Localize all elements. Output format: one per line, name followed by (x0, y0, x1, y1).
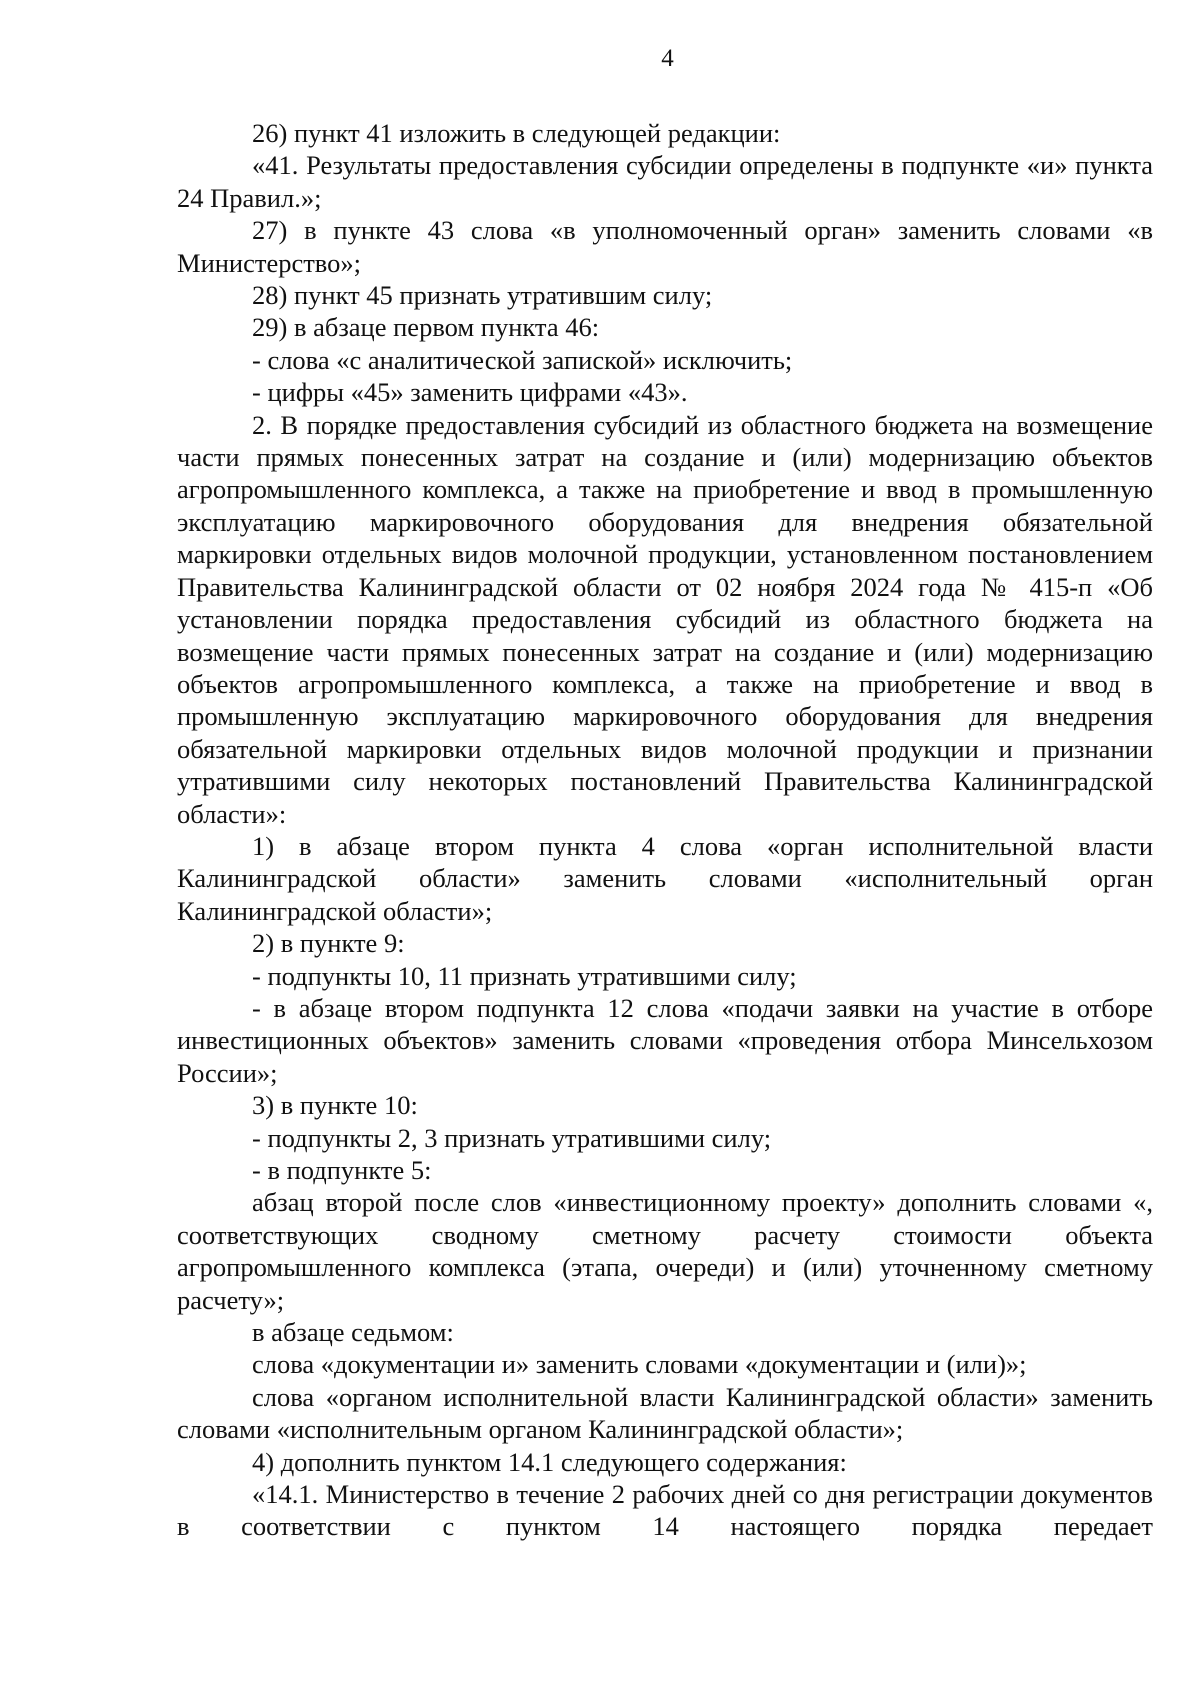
document-body (177, 117, 1153, 1543)
paragraph-second-abzac: абзац второй после слов «инвестиционному проекту» дополнить словами «, соответствующих сводному сметному расчету стоимости объекта агропромышленного комплекса (этапа, очереди) и (или) уточненному сметному расчету»; (177, 1187, 1153, 1315)
paragraph-quote-14-1: «14.1. Министерство в течение 2 рабочих дней со дня регистрации документов в соответствии с пунктом 14 настоящего порядка передает (177, 1479, 1153, 1542)
paragraph-dash-digits: - цифры «45» заменить цифрами «43». (252, 377, 688, 408)
paragraph-seventh-abzac: в абзаце седьмом: (252, 1317, 454, 1348)
paragraph-item-29: 29) в абзаце первом пункта 46: (252, 312, 600, 343)
paragraph-item-26: 26) пункт 41 изложить в следующей редакции: (252, 118, 781, 148)
paragraph-dash-subitems-2-3: - подпункты 2, 3 признать утратившими силу; (252, 1122, 772, 1153)
paragraph-quote-41: «41. Результаты предоставления субсидии определены в подпункте «и» пункта 24 Правил.»; (177, 150, 1153, 213)
paragraph-sub-2: 2) в пункте 9: (252, 928, 405, 959)
paragraph-words-authority: слова «органом исполнительной власти Калининградской области» заменить словами «исполнительным органом Калининградской области»; (177, 1381, 1153, 1445)
paragraph-sub-1: 1) в абзаце втором пункта 4 слова «орган исполнительной власти Калининградской области» заменить словами «исполнительный орган Калининградской области»; (177, 830, 1153, 926)
page-number: 4 (661, 45, 674, 72)
paragraph-item-28: 28) пункт 45 признать утратившим силу; (252, 280, 713, 311)
paragraph-dash-subitems-10-11: - подпункты 10, 11 признать утратившими силу; (252, 960, 797, 991)
paragraph-words-documentation: слова «документации и» заменить словами «документации и (или)»; (252, 1349, 1027, 1380)
paragraph-sub-3: 3) в пункте 10: (252, 1090, 418, 1121)
paragraph-sub-4: 4) дополнить пунктом 14.1 следующего содержания: (252, 1446, 847, 1477)
paragraph-item-27: 27) в пункте 43 слова «в уполномоченный орган» заменить словами «в Министерство»; (177, 215, 1153, 278)
paragraph-section-2: 2. В порядке предоставления субсидий из областного бюджета на возмещение части прямых понесенных затрат на создание и (или) модернизацию объектов агропромышленного комплекса, а также на приобретение и ввод в промышленную эксплуатацию маркировочного оборудования для внедрения обязательной маркировки отдельных видов молочной продукции, установленном постановлением Правительства Калининградской области от 02 ноября 2024 года № 415-п «Об установлении порядка предоставления субсидий из областного бюджета на возмещение части прямых понесенных затрат на создание и (или) модернизацию объектов агропромышленного комплекса, а также на приобретение и ввод в промышленную эксплуатацию маркировочного оборудования для внедрения обязательной маркировки отдельных видов молочной продукции и признании утратившими силу некоторых постановлений Правительства Калининградской области»: (177, 409, 1153, 829)
paragraph-dash-subitem-12: - в абзаце втором подпункта 12 слова «подачи заявки на участие в отборе инвестиционных объектов» заменить словами «проведения отбора Минсельхозом России»; (177, 992, 1153, 1088)
paragraph-dash-exclude: - слова «с аналитической запиской» исключить; (252, 344, 793, 375)
paragraph-dash-subitem-5: - в подпункте 5: (252, 1155, 432, 1185)
